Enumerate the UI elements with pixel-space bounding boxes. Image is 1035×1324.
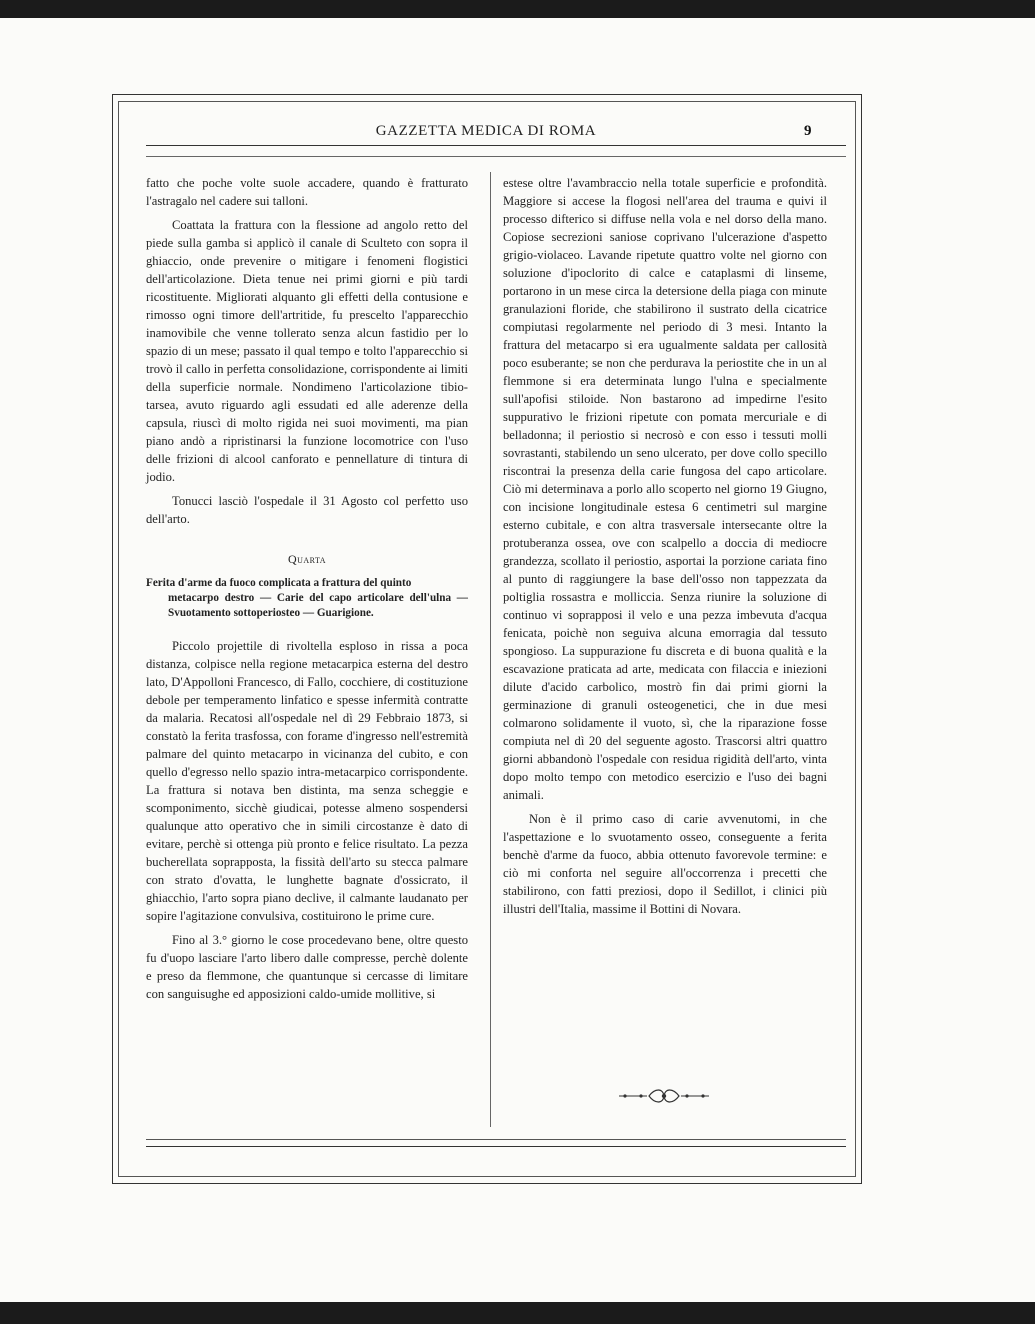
paragraph: fatto che poche volte suole accadere, quando è fratturato l'astragalo nel cadere sui talloni. <box>146 176 468 208</box>
column-divider <box>490 172 491 1127</box>
footer-rule <box>146 1146 846 1147</box>
header-rule <box>146 145 846 146</box>
left-column <box>146 174 468 1009</box>
paragraph: Non è il primo caso di carie avvenutomi, in che l'aspettazione e lo svuotamento osseo, conseguente a ferita benchè d'arme da fuoco, abbia ottenuto favorevole termine: e ciò mi conforta nel seguire all'occorrenza i precetti che stabilirono, con fatti preziosi, dopo il Sedillot, i clinici più illustri dell'Italia, massime il Bottini di Novara. <box>503 812 827 916</box>
end-ornament-icon <box>617 1087 711 1105</box>
paragraph: Tonucci lasciò l'ospedale il 31 Agosto col perfetto uso dell'arto. <box>146 494 468 526</box>
page-number: 9 <box>804 123 812 139</box>
paragraph: Piccolo projettile di rivoltella esploso in rissa a poca distanza, colpisce nella regione metacarpica esterna del destro lato, D'Appolloni Francesco, di Fallo, cocchiere, di costituzione debole per temperamento linfatico e spesse infermità contratte da malaria. Recatosi all'ospedale nel dì 29 Febbraio 1873, si constatò la ferita trasfossa, con forame d'ingresso nell'estremità palmare del quinto metacarpo in vicinanza del cubito, e con quello d'egresso nello spazio intra-metacarpico corrispondente. La frattura si notava ben distinta, ma senza scheggie e scomponimento, sicchè giudicai, potesse almeno sospendersi qualunque atto operativo che in simili circostanze è dato di evitare, perchè si ottenga più pronto e felice risultato. La pezza bucherellata soprapposta, la fissità dell'arto su stecca palmare con strato d'ovatta, le lunghette bagnate d'ossicrato, il ghiacchio, l'arto sopra piano declive, il calmante laudanato per sopire l'agitazione convulsiva, costituirono le prime cure. <box>146 639 468 923</box>
case-title <box>146 576 468 621</box>
footer-rule-thin <box>146 1139 846 1140</box>
paragraph: Fino al 3.° giorno le cose procedevano bene, oltre questo fu d'uopo lasciare l'arto libero dalle compresse, perchè dolente e preso da flemmone, che quantunque si cercasse di limitare con sanguisughe ed apposizioni caldo-umide mollitive, si <box>146 933 468 1001</box>
paragraph: Coattata la frattura con la flessione ad angolo retto del piede sulla gamba si applicò il canale di Sculteto con sopra il ghiaccio, onde prevenire o mitigare i fenomeni flogistici dell'articolazione. Dieta tenue nei primi giorni e più tardi ricostituente. Migliorati alquanto gli effetti della contusione e rimosso ogni timore dell'artritide, fu prescelto l'apparecchio inamovibile che venne tollerato senza alcun fastidio per lo spazio di un mese; passato il qual tempo e tolto l'apparecchio si trovò il callo in perfetta consolidazione, corrispondente ai limiti della superficie normale. Nondimeno l'articolazione tibio-tarsea, avuto riguardo agli essudati ed alle aderenze della capsula, riuscì di molto rigida nei suoi movimenti, ma pian piano andò a ripristinarsi la funzione locomotrice con l'uso delle frizioni di alcool canforato e pennellature di tintura di jodio. <box>146 218 468 484</box>
case-title-line: Ferita d'arme da fuoco complicata a frattura del quinto <box>146 577 412 589</box>
case-title-continuation: metacarpo destro — Carie del capo articolare dell'ulna — Svuotamento sottoperiosteo — Guarigione. <box>168 592 468 619</box>
paragraph: estese oltre l'avambraccio nella totale superficie e profondità. Maggiore si accese la flogosi nell'area del trauma e quivi il processo difterico si diffuse nella vola e nel dorso della mano. Copiose secrezioni saniose coprivano l'ulcerazione d'aspetto grigio-violaceo. Lavande ripetute quattro volte nel giorno con soluzione d'ipoclorito di calce e cataplasmi di linseme, portarono in un mese circa la detersione della piaga con minute granulazioni floride, che stabilirono il sustrato della cicatrice compiutasi regolarmente nel periodo di 3 mesi. Intanto la frattura del metacarpo si era ugualmente saldata per callosità poco esuberante; se non che perdurava la periostite che in un al flemmone si era determinata lungo l'ulna e specialmente sull'apofisi stiloide. Non bastarono ad impedirne l'esito suppurativo le frizioni ripetute con pomata mercuriale e di belladonna; il periostio si necrosò e con esso i tessuti molli sovrastanti, stabilendo un seno ulcerato, per dove collo specillo riscontrai la presenza della carie fungosa del capo articolare. Ciò mi determinava a porlo allo scoperto nel giorno 19 Giugno, con incisione longitudinale estesa 6 centimetri sul margine esterno cubitale, e con altra trasversale intersecante oltre la protuberanza ossea, ove con scalpello a doccia di mediocre grandezza, scollato il periostio, asportai la porzione cariata fino al punto di raggiungere la base dell'osso non tappezzata da poltiglia rossastra e molliccia. Senza riunire la soluzione di continuo vi soprapposi il velo e una pezza imbevuta d'acqua fenicata, poichè non seguiva alcuna emorragia dal tessuto spongioso. La suppurazione fu discreta e di buona qualità e la escavazione praticata ad arte, medicata con filaccia e iniezioni dilute d'acido carbolico, mostrò fin dai primi giorni la germinazione di granuli osteogenetici, che in due mesi colmarono solidamente il vuoto, sì, che la riparazione fosse compiuta nel dì 20 del seguente agosto. Trascorsi altri quattro giorni abbandonò l'ospedale con residua rigidità dell'arto, vinta dopo molto tempo con metodico esercizio e l'uso dei bagni animali. <box>503 176 827 802</box>
running-header-title: GAZZETTA MEDICA DI ROMA <box>375 123 597 139</box>
scan-edge-bottom <box>0 1302 1035 1324</box>
scan-edge-top <box>0 0 1035 18</box>
header-rule-thin <box>146 156 846 157</box>
section-heading: Quarta <box>287 552 327 566</box>
right-column <box>503 174 827 924</box>
